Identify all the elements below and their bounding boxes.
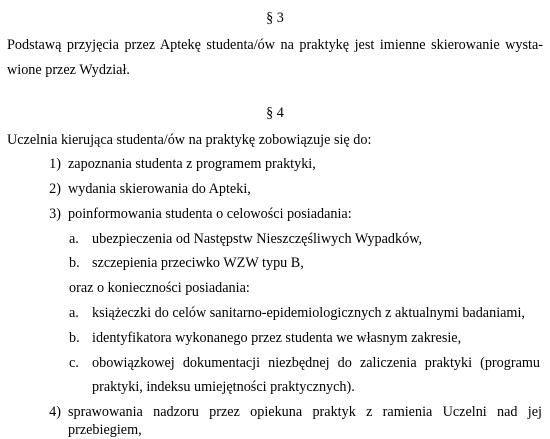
sublist-item-text: obowiązkowej dokumentacji niezbędnej do zaliczenia praktyki (programu <box>92 355 540 371</box>
sublist-letter: b. <box>69 330 80 346</box>
section-3-heading: § 3 <box>266 10 284 26</box>
section-3-line-1: Podstawą przyjęcia przez Aptekę studenta/ów na praktykę jest imienne skierowanie wysta- <box>7 37 543 53</box>
list-number: 3) <box>49 206 61 222</box>
sublist-letter: b. <box>69 255 80 271</box>
list-item-text: zapoznania studenta z programem praktyki, <box>68 156 316 172</box>
sublist-intro: oraz o konieczności posiadania: <box>69 280 250 296</box>
section-4-heading: § 4 <box>266 105 284 121</box>
list-item-text: wydania skierowania do Apteki, <box>68 181 251 197</box>
sublist-letter: a. <box>69 305 79 321</box>
sublist-item-text: książeczki do celów sanitarno-epidemiologicznych z aktualnymi badaniami, <box>92 305 525 321</box>
section-4-intro: Uczelnia kierująca studenta/ów na praktykę zobowiązuje się do: <box>7 132 372 148</box>
sublist-letter: a. <box>69 231 79 247</box>
sublist-item-text: szczepienia przeciwko WZW typu B, <box>92 255 304 271</box>
list-number: 4) <box>49 404 61 420</box>
sublist-item-continuation: praktyki, indeksu umiejętności praktycznych). <box>92 379 355 395</box>
sublist-item-text: ubezpieczenia od Następstw Nieszczęśliwych Wypadków, <box>92 231 423 247</box>
list-number: 1) <box>49 156 61 172</box>
list-number: 2) <box>49 181 61 197</box>
sublist-letter: c. <box>69 355 79 371</box>
list-item-text: poinformowania studenta o celowości posiadania: <box>68 206 352 222</box>
section-3-line-2: wione przez Wydział. <box>7 62 130 78</box>
sublist-item-text: identyfikatora wykonanego przez studenta we własnym zakresie, <box>92 330 462 346</box>
list-item-text: sprawowania nadzoru przez opiekuna praktyk z ramienia Uczelni nad jej przebiegiem, <box>68 404 542 438</box>
